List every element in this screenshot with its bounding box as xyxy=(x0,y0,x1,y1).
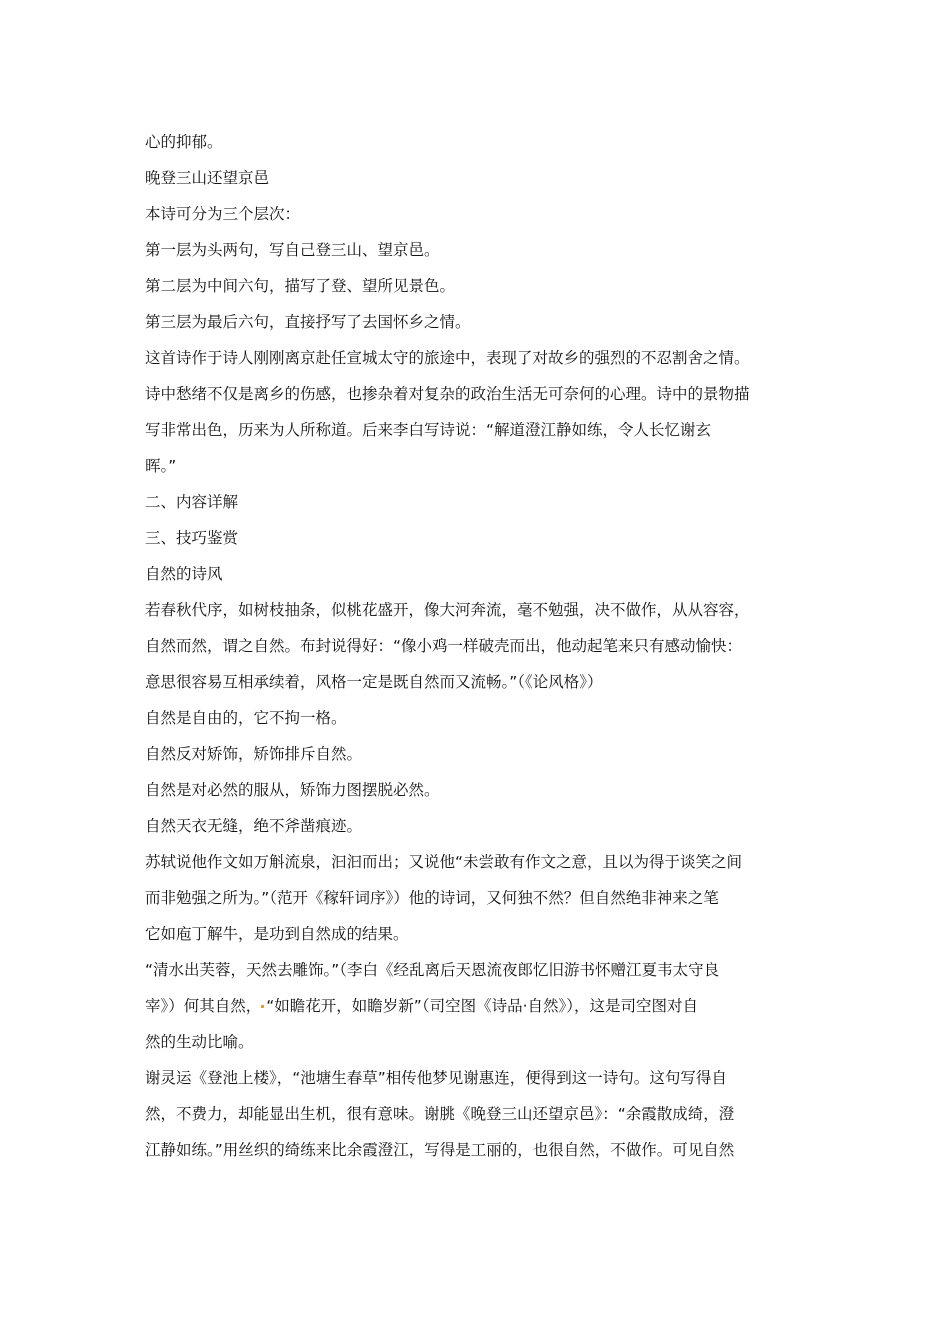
subsection-heading: 自然的诗风 xyxy=(145,565,223,583)
paragraph-line: 自然而然，谓之自然。布封说得好：“像小鸡一样破壳而出，他动起笔来只有感动愉快： xyxy=(145,637,743,655)
paragraph-line: 第二层为中间六句，描写了登、望所见景色。 xyxy=(145,277,456,295)
paragraph-line: 江静如练。”用丝织的绮练来比余霞澄江，写得是工丽的，也很自然，不做作。可见自然 xyxy=(145,1141,735,1159)
paragraph-line: 晖。” xyxy=(145,457,177,475)
paragraph-line: 心的抑郁。 xyxy=(145,133,223,151)
paragraph-line: 意思很容易互相承续着，风格一定是既自然而又流畅。”（《论风格》） xyxy=(145,673,603,691)
section-heading: 二、内容详解 xyxy=(145,493,239,511)
poem-title: 晚登三山还望京邑 xyxy=(145,169,270,187)
paragraph-line: 谢灵运《登池上楼》，“池塘生春草”相传他梦见谢惠连，便得到这一诗句。这句写得自 xyxy=(145,1069,727,1087)
paragraph-line: 第一层为头两句，写自己登三山、望京邑。 xyxy=(145,241,440,259)
paragraph-line: 而非勉强之所为。”（范开《稼轩词序》）他的诗词，又何独不然？但自然绝非神来之笔 xyxy=(145,889,719,907)
paragraph-line: 这首诗作于诗人刚刚离京赴任宣城太守的旅途中，表现了对故乡的强烈的不忍割舍之情。 xyxy=(145,349,750,367)
paragraph-line: 自然天衣无缝，绝不斧凿痕迹。 xyxy=(145,817,363,835)
paragraph-line: 自然是对必然的服从，矫饰力图摆脱必然。 xyxy=(145,781,440,799)
highlight-dot-icon xyxy=(261,1005,264,1008)
paragraph-line xyxy=(145,988,810,1024)
paragraph-line: 它如庖丁解牛，是功到自然成的结果。 xyxy=(145,925,409,943)
paragraph-line: 然的生动比喻。 xyxy=(145,1033,254,1051)
paragraph-line: 第三层为最后六句，直接抒写了去国怀乡之情。 xyxy=(145,313,471,331)
paragraph-line: 若春秋代序，如树枝抽条，似桃花盛开，像大河奔流，毫不勉强，决不做作，从从容容， xyxy=(145,601,750,619)
paragraph-line: 诗中愁绪不仅是离乡的伤感，也掺杂着对复杂的政治生活无可奈何的心理。诗中的景物描 xyxy=(145,385,750,403)
paragraph-line: 自然是自由的，它不拘一格。 xyxy=(145,709,347,727)
paragraph-line: 自然反对矫饰，矫饰排斥自然。 xyxy=(145,745,363,763)
paragraph-line: 然，不费力，却能显出生机，很有意味。谢朓《晚登三山还望京邑》：“余霞散成绮，澄 xyxy=(145,1105,735,1123)
section-heading: 三、技巧鉴赏 xyxy=(145,529,239,547)
paragraph-line: 苏轼说他作文如万斛流泉，汩汩而出；又说他“未尝敢有作文之意，且以为得于谈笑之间 xyxy=(145,853,743,871)
paragraph-line: 写非常出色，历来为人所称道。后来李白写诗说：“解道澄江静如练，令人长忆谢玄 xyxy=(145,421,712,439)
line-segment: “如瞻花开，如瞻岁新”（司空图《诗品·自然》），这是司空图对自 xyxy=(266,997,699,1015)
paragraph-line: 本诗可分为三个层次： xyxy=(145,205,301,223)
document-body xyxy=(145,124,810,1168)
line-segment: 宰》）何其自然， xyxy=(145,997,262,1015)
paragraph-line: “清水出芙蓉，天然去雕饰。”（李白《经乱离后天恩流夜郎忆旧游书怀赠江夏韦太守良 xyxy=(145,961,720,979)
